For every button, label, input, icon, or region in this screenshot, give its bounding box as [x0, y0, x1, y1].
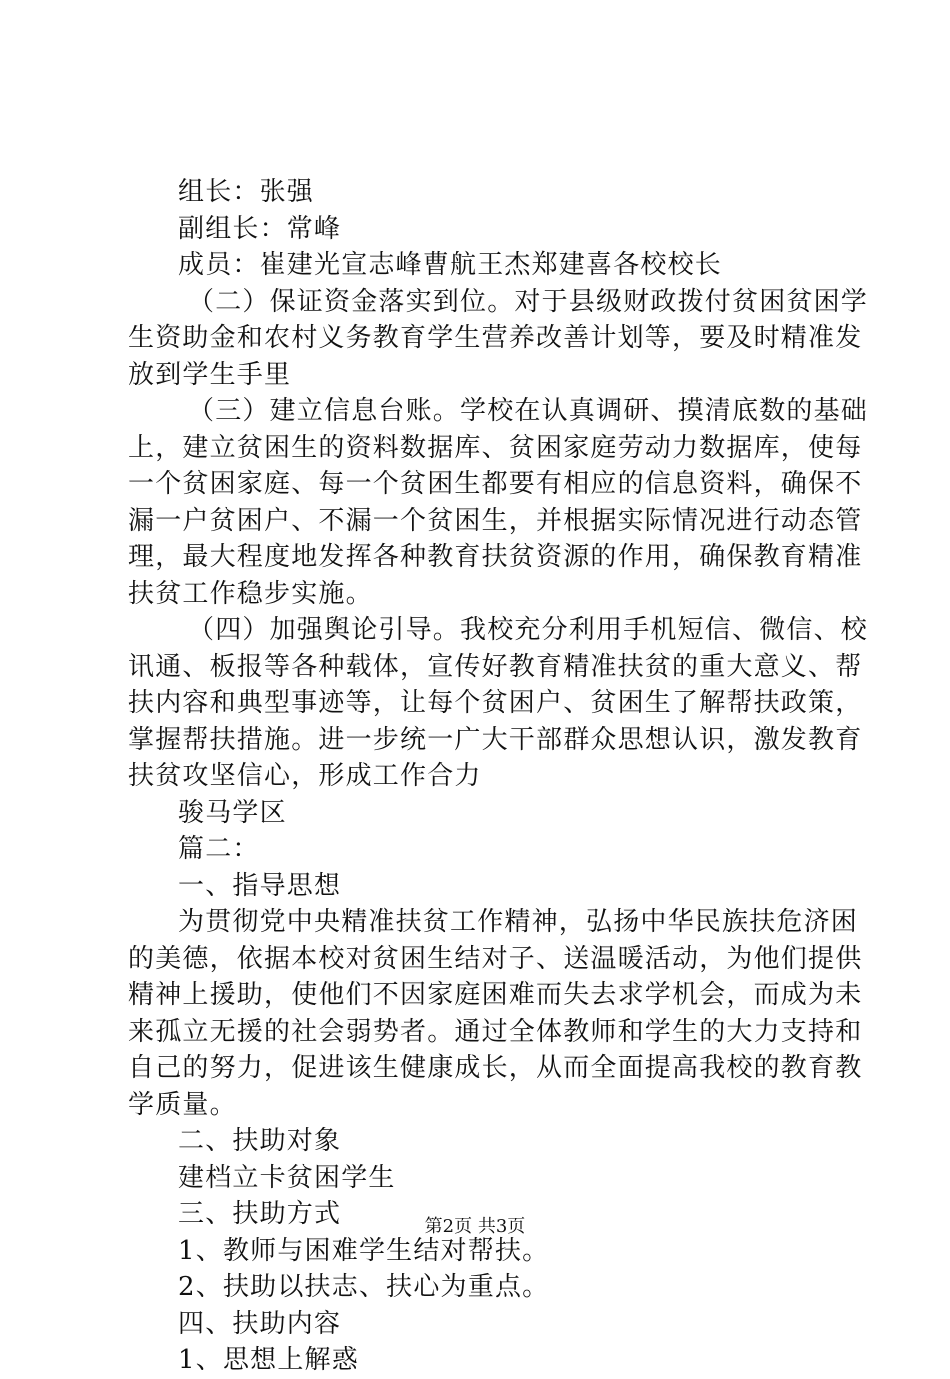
text-line: 为贯彻党中央精准扶贫工作精神，弘扬中华民族扶危济困 [178, 907, 859, 937]
text-line: 副组长：常峰 [178, 213, 342, 244]
text-line: 组长：张强 [178, 177, 315, 207]
text-line: 扶贫工作稳步实施。 [128, 578, 373, 609]
text-line: 二、扶助对象 [178, 1126, 342, 1156]
text-line: 生资助金和农村义务教育学生营养改善计划等，要及时精准发 [128, 323, 863, 353]
text-line: 掌握帮扶措施。进一步统一广大干部群众思想认识，激发教育 [128, 724, 863, 755]
text-line: 来孤立无援的社会弱势者。通过全体教师和学生的大力支持和 [128, 1016, 863, 1047]
page-footer [0, 1215, 950, 1239]
text-line: 一个贫困家庭、每一个贫困生都要有相应的信息资料，确保不 [128, 469, 863, 499]
text-line: 上，建立贫困生的资料数据库、贫困家庭劳动力数据库，使每 [128, 432, 863, 463]
text-line: 漏一户贫困户、不漏一个贫困生，并根据实际情况进行动态管 [128, 505, 863, 536]
text-line: 学质量。 [128, 1089, 237, 1120]
text-line: 一、指导思想 [178, 870, 342, 901]
text-line: 2、扶助以扶志、扶心为重点。 [178, 1272, 550, 1302]
text-line: 篇二： [178, 834, 260, 864]
text-line: 1、思想上解惑 [178, 1345, 359, 1375]
text-line: 成员：崔建光宣志峰曹航王杰郑建喜各校校长 [178, 250, 723, 280]
text-line: 放到学生手里 [128, 359, 292, 390]
text-line: 三、扶助方式 [178, 1199, 342, 1229]
page-number: 第2页 共3页 [424, 1216, 526, 1237]
text-line: 理，最大程度地发挥各种教育扶贫资源的作用，确保教育精准 [128, 542, 863, 572]
text-line: 骏马学区 [178, 797, 287, 828]
text-line: （三）建立信息台账。学校在认真调研、摸清底数的基础 [188, 396, 869, 426]
text-line: 扶贫攻坚信心，形成工作合力 [128, 761, 482, 791]
text-line: （四）加强舆论引导。我校充分利用手机短信、微信、校 [188, 615, 869, 645]
text-line: 四、扶助内容 [178, 1308, 342, 1339]
text-line: 精神上援助，使他们不因家庭困难而失去求学机会，而成为未 [128, 980, 863, 1010]
text-line: 的美德，依据本校对贫困生结对子、送温暖活动，为他们提供 [128, 943, 863, 974]
text-line: 自己的努力，促进该生健康成长，从而全面提高我校的教育教 [128, 1053, 863, 1083]
text-line: 1、教师与困难学生结对帮扶。 [178, 1235, 550, 1266]
text-line: （二）保证资金落实到位。对于县级财政拨付贫困贫困学 [188, 286, 869, 317]
text-line: 建档立卡贫困学生 [178, 1162, 396, 1193]
text-line: 讯通、板报等各种载体，宣传好教育精准扶贫的重大意义、帮 [128, 651, 863, 682]
text-line: 扶内容和典型事迹等，让每个贫困户、贫困生了解帮扶政策， [128, 688, 863, 718]
document-body [128, 174, 869, 1379]
